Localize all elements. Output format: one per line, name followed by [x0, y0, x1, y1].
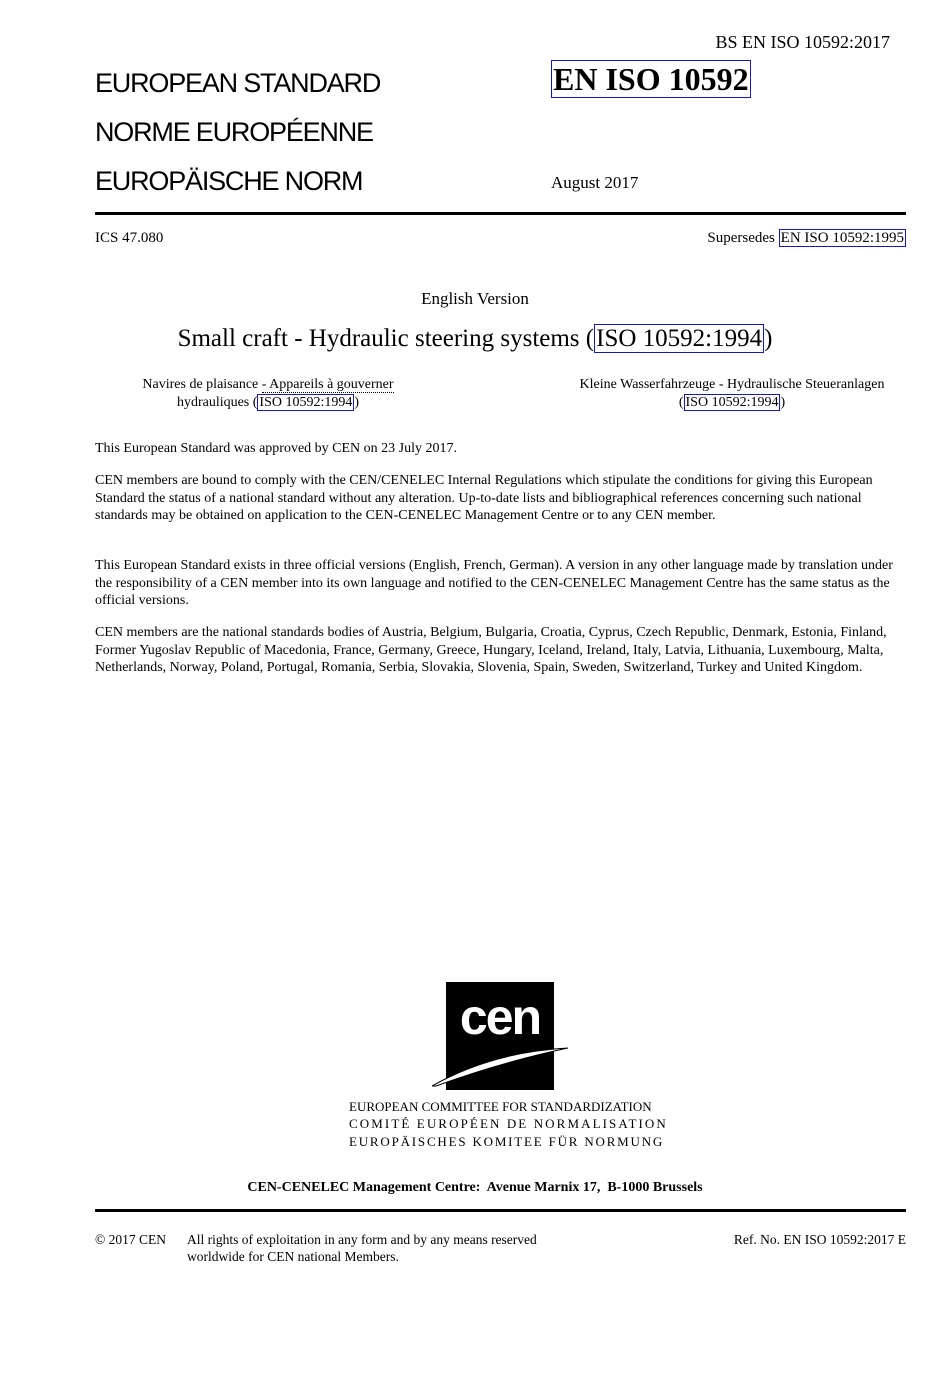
title-text: Small craft - Hydraulic steering systems (: [177, 325, 595, 352]
german-title-text: Kleine Wasserfahrzeuge - Hydraulische Steueranlagen: [579, 377, 885, 392]
standard-number-link[interactable]: EN ISO 10592: [553, 61, 749, 97]
french-iso-link[interactable]: ISO 10592:1994: [259, 395, 353, 410]
footer-divider: [95, 1209, 906, 1212]
supersedes-line: [707, 230, 906, 247]
french-title-close: ): [354, 395, 360, 410]
document-title: [0, 325, 950, 353]
french-title-part3: hydrauliques (: [176, 395, 258, 410]
compliance-paragraph: CEN members are bound to comply with the CEN/CENELEC Internal Regulations which stipulate the conditions for giving this European Standard the status of a national standard without any alteration. Up-to-date lists and bibliographical references concerning such national standards may be obtained on application to the CEN-CENELEC Management Centre or to any CEN member.: [95, 473, 873, 523]
french-title: [118, 376, 418, 412]
header-divider: [95, 212, 906, 215]
committee-name-de: EUROPÄISCHES KOMITEE FÜR NORMUNG: [349, 1134, 665, 1149]
title-close: ): [764, 325, 773, 352]
supersedes-link[interactable]: EN ISO 10592:1995: [780, 230, 904, 246]
german-title-open: (: [678, 395, 684, 410]
management-centre-address: CEN-CENELEC Management Centre: Avenue Marnix 17, B-1000 Brussels: [247, 1180, 703, 1195]
ics-code: ICS 47.080: [95, 230, 164, 246]
versions-paragraph: This European Standard exists in three official versions (English, French, German). A version in any other language made by translation under the responsibility of a CEN member into its own language and notified to the CEN-CENELEC Management Centre has the same status as the official versions.: [95, 558, 893, 608]
heading-european-standard: EUROPEAN STANDARD: [95, 68, 381, 98]
french-title-part1: Navires de plaisance: [142, 377, 262, 392]
committee-name-fr: COMITÉ EUROPÉEN DE NORMALISATION: [349, 1116, 668, 1131]
heading-europaische-norm: EUROPÄISCHE NORM: [95, 166, 363, 196]
members-paragraph: CEN members are the national standards bodies of Austria, Belgium, Bulgaria, Croatia, Cyprus, Czech Republic, Denmark, Estonia, Finland, Former Yugoslav Republic of Macedonia, France, Germany, Greece, Hungary, Iceland, Ireland, Italy, Latvia, Lithuania, Luxembourg, Malta, Netherlands, Norway, Poland, Portugal, Romania, Serbia, Slovakia, Slovenia, Spain, Sweden, Switzerland, Turkey and United Kingdom.: [95, 625, 887, 675]
title-iso-link[interactable]: ISO 10592:1994: [596, 325, 763, 352]
german-iso-link[interactable]: ISO 10592:1994: [685, 395, 779, 410]
french-title-part2: - Appareils à gouverner: [261, 377, 394, 392]
supersedes-label: Supersedes: [707, 230, 775, 246]
rights-notice: All rights of exploitation in any form and by any means reserved worldwide for CEN national Members.: [187, 1232, 537, 1264]
approval-paragraph: This European Standard was approved by CEN on 23 July 2017.: [95, 441, 457, 456]
version-label: English Version: [421, 289, 529, 308]
copyright-notice: © 2017 CEN: [95, 1232, 167, 1247]
german-title-close: ): [780, 395, 786, 410]
cen-logo: [432, 982, 568, 1092]
publication-date: August 2017: [551, 173, 639, 192]
german-title: [560, 376, 904, 412]
reference-number: Ref. No. EN ISO 10592:2017 E: [733, 1232, 906, 1247]
heading-norme-europeenne: NORME EUROPÉENNE: [95, 117, 373, 147]
bs-reference: BS EN ISO 10592:2017: [715, 32, 890, 52]
cen-logo-text: cen: [459, 989, 541, 1045]
committee-name-en: EUROPEAN COMMITTEE FOR STANDARDIZATION: [349, 1099, 652, 1114]
